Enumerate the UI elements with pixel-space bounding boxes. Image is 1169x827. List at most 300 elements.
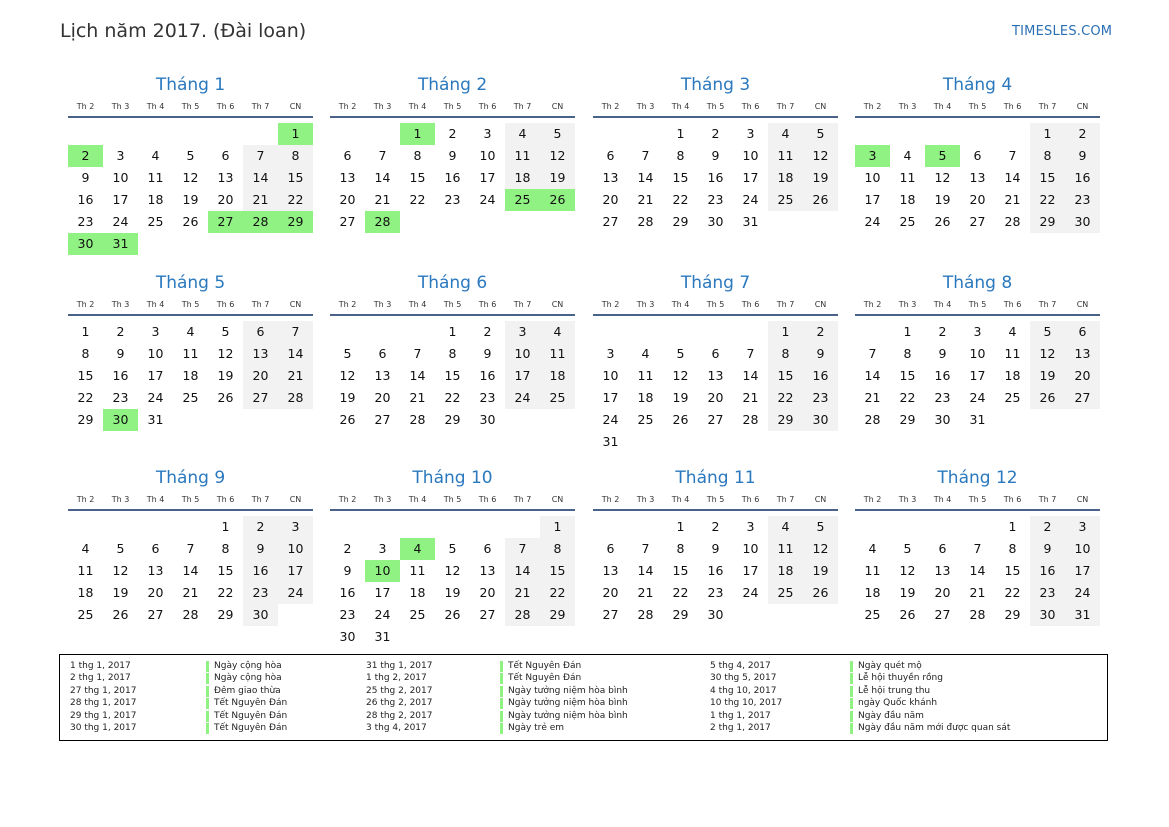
day-cell: 13 (243, 343, 278, 365)
day-cell: 10 (479, 148, 496, 163)
month-divider (855, 116, 1100, 118)
month-divider (330, 314, 575, 316)
day-cell: 13 (602, 563, 619, 578)
day-cell: 18 (768, 560, 803, 582)
day-cell: 31 (1065, 604, 1100, 626)
day-cell: 9 (81, 170, 90, 185)
weekday-header (68, 300, 313, 310)
day-cell: 14 (243, 167, 278, 189)
day-cell: 8 (768, 343, 803, 365)
day-cell: 22 (1004, 585, 1021, 600)
month-title: Tháng 12 (937, 468, 1018, 488)
page-title: Lịch năm 2017. (Đài loan) (60, 20, 307, 42)
day-cell: 27 (1065, 387, 1100, 409)
month-title: Tháng 2 (417, 75, 488, 95)
day-cell: 15 (1004, 563, 1021, 578)
day-cell: 11 (182, 346, 199, 361)
weekday-label: Th 2 (601, 102, 620, 111)
day-cell: 5 (803, 516, 838, 538)
day-cell: 13 (479, 563, 496, 578)
day-cell: 29 (1004, 607, 1021, 622)
day-cell: 29 (672, 607, 689, 622)
day-cell: 20 (602, 192, 619, 207)
day-cell: 3 (973, 324, 982, 339)
day-cell: 1 (676, 126, 685, 141)
day-cell: 12 (934, 170, 951, 185)
weekday-label: Th 3 (636, 495, 655, 504)
holiday-marker (206, 661, 209, 672)
day-cell: 9 (711, 148, 720, 163)
day-cell: 11 (147, 170, 164, 185)
day-cell: 23 (112, 390, 129, 405)
weekday-label: CN (551, 102, 564, 111)
day-cell: 4 (768, 123, 803, 145)
legend-row (70, 698, 400, 710)
day-cell: 1 (768, 321, 803, 343)
day-cell: 18 (864, 585, 881, 600)
day-cell: 19 (899, 585, 916, 600)
day-cell: 27 (602, 214, 619, 229)
day-cell: 30 (707, 214, 724, 229)
weekday-label: Th 3 (111, 102, 130, 111)
day-cell: 26 (182, 214, 199, 229)
day-cell: 15 (672, 563, 689, 578)
day-cell: 9 (483, 346, 492, 361)
legend-row (710, 723, 1040, 735)
day-cell: 24 (602, 412, 619, 427)
day-cell: 3 (1065, 516, 1100, 538)
day-cell: 17 (1065, 560, 1100, 582)
day-cell: 3 (606, 346, 615, 361)
day-cell: 24 (742, 585, 759, 600)
legend-row (366, 673, 696, 685)
day-cell: 13 (217, 170, 234, 185)
day-cell: 14 (742, 368, 759, 383)
legend-row (70, 686, 400, 698)
day-cell: 13 (339, 170, 356, 185)
weekday-label: CN (551, 300, 564, 309)
weekday-label: Th 5 (181, 300, 200, 309)
day-cell: 23 (77, 214, 94, 229)
day-cell: 12 (803, 538, 838, 560)
day-cell: 1 (221, 519, 230, 534)
month-divider (855, 509, 1100, 511)
day-cell: 24 (278, 582, 313, 604)
day-cell: 12 (672, 368, 689, 383)
day-cell: 25 (147, 214, 164, 229)
holiday-day-cell: 5 (925, 145, 960, 167)
weekday-label: Th 4 (146, 102, 165, 111)
day-cell: 20 (147, 585, 164, 600)
holiday-marker (500, 723, 503, 734)
day-cell: 18 (768, 167, 803, 189)
legend-holiday-name: Ngày cộng hòa (214, 673, 282, 684)
weekday-header (68, 102, 313, 112)
legend-row (366, 686, 696, 698)
day-cell: 9 (1030, 538, 1065, 560)
legend-column (710, 661, 1040, 735)
day-cell: 30 (934, 412, 951, 427)
day-cell: 13 (1065, 343, 1100, 365)
legend-date: 26 thg 2, 2017 (366, 698, 433, 709)
day-cell: 16 (1065, 167, 1100, 189)
day-cell: 19 (339, 390, 356, 405)
day-cell: 25 (409, 607, 426, 622)
month-title: Tháng 6 (417, 273, 488, 293)
legend-holiday-name: Ngày trẻ em (508, 722, 565, 733)
weekday-label: Th 2 (76, 300, 95, 309)
holiday-marker (500, 711, 503, 722)
holiday-day-cell: 4 (400, 538, 435, 560)
weekday-label: CN (1076, 495, 1089, 504)
day-cell: 21 (505, 582, 540, 604)
legend-holiday-name: ngày Quốc khánh (858, 698, 938, 709)
weekday-label: Th 7 (513, 300, 532, 309)
weekday-label: CN (1076, 102, 1089, 111)
legend-row (366, 661, 696, 673)
weekday-header (593, 495, 838, 505)
day-cell: 22 (899, 390, 916, 405)
day-cell: 5 (676, 346, 685, 361)
day-cell: 5 (903, 541, 912, 556)
legend-date: 4 thg 10, 2017 (710, 685, 777, 696)
day-cell: 21 (637, 585, 654, 600)
day-cell: 19 (182, 192, 199, 207)
weekday-label: Th 7 (1038, 495, 1057, 504)
day-cell: 16 (707, 563, 724, 578)
weekday-label: CN (289, 495, 302, 504)
month-title: Tháng 5 (155, 273, 226, 293)
legend-date: 28 thg 2, 2017 (366, 710, 433, 721)
weekday-label: Th 4 (933, 300, 952, 309)
day-cell: 2 (711, 126, 720, 141)
legend-date: 3 thg 4, 2017 (366, 722, 427, 733)
weekday-label: Th 4 (933, 495, 952, 504)
weekday-label: CN (289, 300, 302, 309)
day-cell: 2 (803, 321, 838, 343)
day-cell: 1 (676, 519, 685, 534)
day-cell: 28 (409, 412, 426, 427)
day-cell: 8 (676, 541, 685, 556)
legend-holiday-name: Ngày cộng hòa (214, 661, 282, 671)
day-cell: 1 (1008, 519, 1017, 534)
day-cell: 18 (77, 585, 94, 600)
day-cell: 17 (742, 563, 759, 578)
weekday-label: Th 5 (706, 102, 725, 111)
weekday-label: Th 6 (1003, 102, 1022, 111)
day-cell: 23 (934, 390, 951, 405)
weekday-header (593, 300, 838, 310)
day-cell: 11 (864, 563, 881, 578)
day-cell: 24 (479, 192, 496, 207)
weekday-label: CN (814, 300, 827, 309)
weekday-label: Th 2 (338, 102, 357, 111)
day-cell: 28 (1004, 214, 1021, 229)
weekday-label: Th 2 (338, 495, 357, 504)
day-cell: 10 (278, 538, 313, 560)
weekday-label: Th 4 (671, 495, 690, 504)
day-cell: 4 (868, 541, 877, 556)
weekday-label: Th 3 (898, 300, 917, 309)
day-cell: 7 (641, 148, 650, 163)
day-cell: 24 (374, 607, 391, 622)
day-cell: 16 (243, 560, 278, 582)
day-cell: 16 (1030, 560, 1065, 582)
day-cell: 9 (343, 563, 352, 578)
weekday-label: Th 4 (933, 102, 952, 111)
holiday-marker (850, 686, 853, 697)
legend-holiday-name: Tết Nguyên Đán (508, 673, 582, 684)
month-divider (593, 509, 838, 511)
day-cell: 11 (899, 170, 916, 185)
day-cell: 17 (479, 170, 496, 185)
weekday-label: Th 6 (741, 495, 760, 504)
legend-holiday-name: Ngày tưởng niệm hòa bình (508, 698, 628, 709)
holiday-day-cell: 28 (243, 211, 278, 233)
day-cell: 29 (540, 604, 575, 626)
day-cell: 23 (339, 607, 356, 622)
day-cell: 18 (540, 365, 575, 387)
day-cell: 25 (637, 412, 654, 427)
day-cell: 27 (479, 607, 496, 622)
day-cell: 24 (864, 214, 881, 229)
day-cell: 28 (278, 387, 313, 409)
weekday-label: Th 5 (181, 495, 200, 504)
legend-date: 30 thg 5, 2017 (710, 673, 777, 684)
day-cell: 28 (742, 412, 759, 427)
day-cell: 16 (934, 368, 951, 383)
weekday-label: Th 6 (216, 300, 235, 309)
weekday-label: Th 7 (1038, 102, 1057, 111)
day-cell: 22 (278, 189, 313, 211)
legend-holiday-name: Tết Nguyên Đán (508, 661, 582, 671)
holiday-marker (206, 711, 209, 722)
day-cell: 14 (1004, 170, 1021, 185)
weekday-label: Th 4 (671, 300, 690, 309)
weekday-header (855, 102, 1100, 112)
site-link[interactable]: TIMESLES.COM (1012, 24, 1113, 39)
day-cell: 22 (540, 582, 575, 604)
day-cell: 30 (339, 629, 356, 644)
day-cell: 3 (746, 126, 755, 141)
day-cell: 23 (479, 390, 496, 405)
day-cell: 7 (278, 321, 313, 343)
weekday-label: CN (814, 495, 827, 504)
day-cell: 21 (409, 390, 426, 405)
weekday-label: Th 7 (251, 495, 270, 504)
weekday-label: Th 3 (636, 300, 655, 309)
day-cell: 8 (1030, 145, 1065, 167)
day-cell: 4 (186, 324, 195, 339)
day-cell: 4 (1008, 324, 1017, 339)
legend-row (710, 686, 1040, 698)
legend-date: 25 thg 2, 2017 (366, 685, 433, 696)
holiday-day-cell: 1 (400, 123, 435, 145)
day-cell: 21 (637, 192, 654, 207)
day-cell: 1 (540, 516, 575, 538)
day-cell: 16 (803, 365, 838, 387)
day-cell: 22 (672, 585, 689, 600)
holiday-marker (206, 698, 209, 709)
day-cell: 28 (969, 607, 986, 622)
holiday-marker (850, 661, 853, 672)
weekday-label: Th 2 (601, 495, 620, 504)
day-cell: 8 (448, 346, 457, 361)
day-cell: 26 (803, 189, 838, 211)
day-cell: 18 (182, 368, 199, 383)
weekday-label: Th 7 (513, 102, 532, 111)
holiday-marker (206, 723, 209, 734)
weekday-label: Th 6 (216, 102, 235, 111)
day-cell: 13 (934, 563, 951, 578)
day-cell: 21 (969, 585, 986, 600)
day-cell: 2 (448, 126, 457, 141)
weekday-label: CN (1076, 300, 1089, 309)
weekday-label: Th 2 (76, 102, 95, 111)
weekday-label: CN (814, 102, 827, 111)
day-cell: 19 (803, 560, 838, 582)
holiday-marker (500, 698, 503, 709)
weekday-label: Th 4 (146, 495, 165, 504)
weekday-label: Th 3 (111, 495, 130, 504)
day-cell: 25 (768, 582, 803, 604)
day-cell: 19 (112, 585, 129, 600)
month-divider (593, 314, 838, 316)
weekday-label: Th 7 (776, 300, 795, 309)
day-cell: 20 (934, 585, 951, 600)
legend-holiday-name: Đêm giao thừa (214, 685, 281, 696)
weekday-label: Th 2 (338, 300, 357, 309)
day-cell: 29 (899, 412, 916, 427)
weekday-label: Th 3 (636, 102, 655, 111)
day-cell: 12 (540, 145, 575, 167)
legend-date: 30 thg 1, 2017 (70, 722, 137, 733)
day-cell: 10 (742, 541, 759, 556)
month-title: Tháng 3 (680, 75, 751, 95)
day-cell: 4 (903, 148, 912, 163)
holiday-marker (206, 673, 209, 684)
day-cell: 24 (147, 390, 164, 405)
day-cell: 28 (864, 412, 881, 427)
legend-column (70, 661, 400, 735)
day-cell: 25 (899, 214, 916, 229)
weekday-label: Th 5 (443, 495, 462, 504)
month-title: Tháng 4 (942, 75, 1013, 95)
day-cell: 11 (505, 145, 540, 167)
day-cell: 9 (938, 346, 947, 361)
day-cell: 29 (768, 409, 803, 431)
day-cell: 27 (934, 607, 951, 622)
day-cell: 14 (637, 170, 654, 185)
day-cell: 12 (1030, 343, 1065, 365)
day-cell: 29 (444, 412, 461, 427)
holiday-day-cell: 3 (855, 145, 890, 167)
weekday-header (330, 102, 575, 112)
day-cell: 20 (707, 390, 724, 405)
weekday-header (593, 102, 838, 112)
day-cell: 21 (243, 189, 278, 211)
day-cell: 5 (540, 123, 575, 145)
weekday-label: Th 3 (373, 102, 392, 111)
day-cell: 8 (540, 538, 575, 560)
day-cell: 18 (899, 192, 916, 207)
day-cell: 18 (147, 192, 164, 207)
day-cell: 23 (803, 387, 838, 409)
holiday-day-cell: 1 (278, 123, 313, 145)
legend-date: 1 thg 1, 2017 (710, 710, 771, 721)
day-cell: 19 (444, 585, 461, 600)
day-cell: 15 (768, 365, 803, 387)
day-cell: 9 (116, 346, 125, 361)
day-cell: 22 (409, 192, 426, 207)
holiday-day-cell: 10 (365, 560, 400, 582)
day-cell: 4 (540, 321, 575, 343)
month-divider (593, 116, 838, 118)
day-cell: 17 (742, 170, 759, 185)
day-cell: 15 (1030, 167, 1065, 189)
day-cell: 26 (444, 607, 461, 622)
weekday-label: Th 7 (1038, 300, 1057, 309)
day-cell: 19 (1030, 365, 1065, 387)
legend-date: 10 thg 10, 2017 (710, 698, 783, 709)
legend-holiday-name: Ngày đầu năm (858, 710, 924, 721)
day-cell: 15 (409, 170, 426, 185)
day-cell: 2 (483, 324, 492, 339)
day-cell: 25 (182, 390, 199, 405)
day-cell: 5 (343, 346, 352, 361)
day-cell: 13 (969, 170, 986, 185)
day-cell: 8 (1008, 541, 1017, 556)
day-cell: 2 (243, 516, 278, 538)
day-cell: 13 (707, 368, 724, 383)
day-cell: 12 (803, 145, 838, 167)
holiday-marker (850, 723, 853, 734)
day-cell: 24 (969, 390, 986, 405)
holiday-day-cell: 26 (540, 189, 575, 211)
legend-row (366, 698, 696, 710)
day-cell: 29 (672, 214, 689, 229)
day-cell: 7 (973, 541, 982, 556)
holiday-day-cell: 30 (68, 233, 103, 255)
weekday-label: Th 5 (443, 102, 462, 111)
day-cell: 15 (444, 368, 461, 383)
day-cell: 26 (899, 607, 916, 622)
day-cell: 4 (768, 516, 803, 538)
day-cell: 7 (186, 541, 195, 556)
day-cell: 6 (1065, 321, 1100, 343)
month-divider (855, 314, 1100, 316)
month-title: Tháng 8 (942, 273, 1013, 293)
day-cell: 1 (1030, 123, 1065, 145)
day-cell: 7 (746, 346, 755, 361)
weekday-header (855, 495, 1100, 505)
weekday-label: Th 5 (968, 102, 987, 111)
day-cell: 30 (1030, 604, 1065, 626)
day-cell: 10 (112, 170, 129, 185)
weekday-label: Th 4 (408, 300, 427, 309)
day-cell: 16 (77, 192, 94, 207)
day-cell: 17 (969, 368, 986, 383)
day-cell: 29 (217, 607, 234, 622)
weekday-label: Th 2 (863, 102, 882, 111)
weekday-label: Th 6 (478, 102, 497, 111)
weekday-label: Th 6 (741, 102, 760, 111)
day-cell: 20 (217, 192, 234, 207)
day-cell: 27 (707, 412, 724, 427)
holiday-day-cell: 31 (103, 233, 138, 255)
day-cell: 16 (339, 585, 356, 600)
month-title: Tháng 7 (680, 273, 751, 293)
